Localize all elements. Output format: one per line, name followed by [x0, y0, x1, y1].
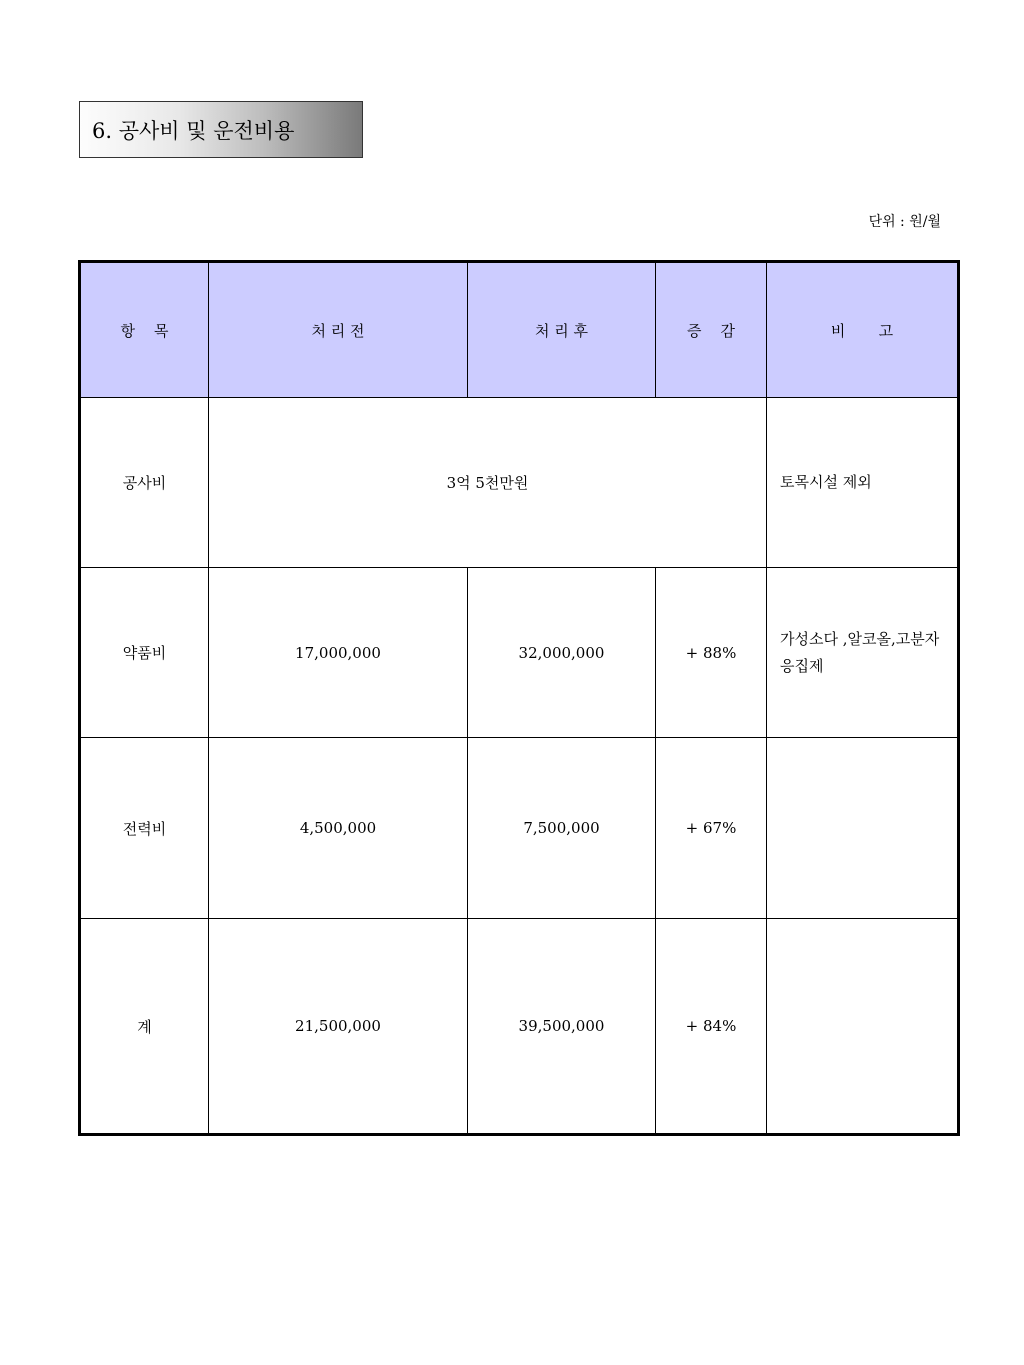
- table-header-row: [80, 262, 959, 398]
- section-title: [79, 101, 363, 158]
- header-note: 비 고: [767, 262, 959, 398]
- cell-change: + 88%: [656, 568, 767, 738]
- cell-after: 7,500,000: [468, 738, 656, 919]
- table-row: [80, 398, 959, 568]
- cell-item: 전력비: [80, 738, 209, 919]
- table-row: [80, 568, 959, 738]
- header-before: 처 리 전: [209, 262, 468, 398]
- cell-after: 39,500,000: [468, 919, 656, 1135]
- header-item: 항 목: [80, 262, 209, 398]
- cell-note: [767, 919, 959, 1135]
- cell-change: + 67%: [656, 738, 767, 919]
- cell-merged-value: 3억 5천만원: [209, 398, 767, 568]
- table-row: [80, 919, 959, 1135]
- cell-note: 가성소다 ,알코올,고분자응집제: [767, 568, 959, 738]
- header-after: 처 리 후: [468, 262, 656, 398]
- cell-item: 약품비: [80, 568, 209, 738]
- cell-before: 17,000,000: [209, 568, 468, 738]
- cell-before: 4,500,000: [209, 738, 468, 919]
- cell-item: 공사비: [80, 398, 209, 568]
- cell-before: 21,500,000: [209, 919, 468, 1135]
- cell-note: 토목시설 제외: [767, 398, 959, 568]
- cell-after: 32,000,000: [468, 568, 656, 738]
- unit-label: 단위 : 원/월: [868, 214, 941, 230]
- section-title-text: 6. 공사비 및 운전비용: [92, 118, 295, 143]
- cell-item: 계: [80, 919, 209, 1135]
- cost-table: [78, 260, 960, 1136]
- cell-change: + 84%: [656, 919, 767, 1135]
- table-row: [80, 738, 959, 919]
- cell-note: [767, 738, 959, 919]
- header-change: 증 감: [656, 262, 767, 398]
